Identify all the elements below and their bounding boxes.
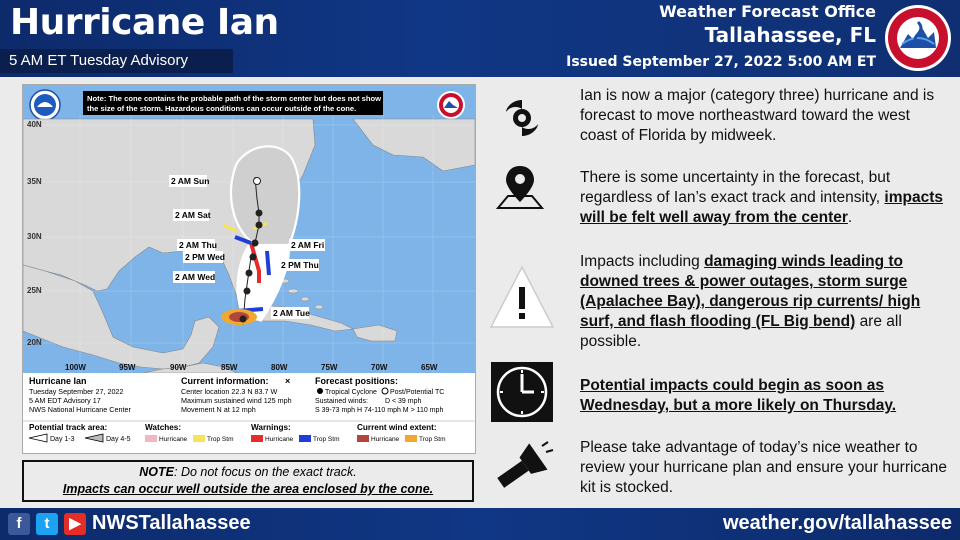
post-tc-icon <box>382 388 388 394</box>
legend-warnings: Warnings: <box>251 423 291 432</box>
legend-current-wind: Maximum sustained wind 125 mph <box>181 396 292 405</box>
map-note-line1: Note: The cone contains the probable path of the storm center but does not show <box>87 94 382 103</box>
label-2am-sun: 2 AM Sun <box>171 176 210 186</box>
legend-info-source: NWS National Hurricane Center <box>29 405 131 414</box>
svg-text:90W: 90W <box>170 363 187 372</box>
warning-hurricane-label: Hurricane <box>265 436 294 443</box>
legend-forecast-tc: Tropical Cyclone <box>325 389 377 396</box>
label-2am-thu: 2 AM Thu <box>179 240 217 250</box>
svg-text:75W: 75W <box>321 363 338 372</box>
label-2am-sat: 2 AM Sat <box>175 210 211 220</box>
advisory-label: 5 AM ET Tuesday Advisory <box>0 49 233 73</box>
legend-day13: Day 1-3 <box>50 436 75 443</box>
watch-hurricane-label: Hurricane <box>159 436 188 443</box>
header-banner <box>0 0 960 77</box>
legend-current-location: Center location 22.3 N 83.7 W <box>181 387 278 396</box>
svg-text:35N: 35N <box>27 177 42 186</box>
tropical-cyclone-icon <box>317 388 323 394</box>
legend-current-title: Current information: <box>181 376 269 386</box>
svg-text:65W: 65W <box>421 363 438 372</box>
label-2am-tue: 2 AM Tue <box>273 308 310 318</box>
impact-paragraph-3: Impacts including damaging winds leading to downed trees & power outages, storm surge (Apalachee Bay), dangerous rip currents/ high surf, and flash flooding (FL Big bend) are all possible. <box>580 253 921 350</box>
legend-forecast-title: Forecast positions: <box>315 376 399 386</box>
label-2am-wed: 2 AM Wed <box>175 272 216 282</box>
cone-day45 <box>231 146 299 245</box>
svg-text:85W: 85W <box>221 363 238 372</box>
nws-logo-icon <box>884 4 952 72</box>
office-name: Weather Forecast Office <box>659 2 876 21</box>
social-handle[interactable]: NWSTallahassee <box>92 512 251 534</box>
svg-text:40N: 40N <box>27 120 42 129</box>
website-link[interactable]: weather.gov/tallahassee <box>722 512 952 534</box>
svg-text:20N: 20N <box>27 338 42 347</box>
facebook-icon[interactable]: f <box>8 513 30 535</box>
legend-wind-scale-2: S 39-73 mph H 74-110 mph M > 110 mph <box>315 407 444 414</box>
legend-current-movement: Movement N at 12 mph <box>181 405 256 414</box>
label-2pm-thu: 2 PM Thu <box>281 260 319 270</box>
label-2pm-wed: 2 PM Wed <box>185 252 225 262</box>
legend-info-advisory: 5 AM EDT Advisory 17 <box>29 396 101 405</box>
legend-wind-extent: Current wind extent: <box>357 423 437 432</box>
hurricane-icon <box>490 88 554 148</box>
flashlight-icon <box>490 440 554 496</box>
svg-text:70W: 70W <box>371 363 388 372</box>
impact-paragraph-1: Ian is now a major (category three) hurricane and is forecast to move northeastward toward the west coast of Florida by midweek. <box>580 87 935 144</box>
clock-icon <box>490 360 554 424</box>
legend-day45: Day 4-5 <box>106 436 131 443</box>
legend-wind-scale-1: D < 39 mph <box>385 398 422 405</box>
trop-storm-warning-east <box>267 251 269 275</box>
warning-icon <box>490 265 554 331</box>
impact-paragraph-4: Potential impacts could begin as soon as Wednesday, but a more likely on Thursday. <box>580 377 897 414</box>
watch-tropstm-label: Trop Stm <box>207 436 234 443</box>
legend-forecast-ptc: Post/Potential TC <box>390 389 445 396</box>
youtube-icon[interactable]: ▶ <box>64 513 86 535</box>
impact-paragraph-2: There is some uncertainty in the forecast, but regardless of Ian’s exact track and intensity, impacts will be felt well away from the center. <box>580 169 944 226</box>
extent-tropstm-label: Trop Stm <box>419 436 446 443</box>
cone-graphic <box>23 85 475 453</box>
issued-date: Issued September 27, 2022 5:00 AM ET <box>566 54 876 70</box>
svg-text:95W: 95W <box>119 363 136 372</box>
current-position-icon: × <box>285 376 291 386</box>
map-note-line2: the size of the storm. Hazardous conditions can occur outside of the cone. <box>87 104 357 113</box>
note-line1: NOTE: Do not focus on the exact track. <box>139 465 357 479</box>
footer-banner <box>0 508 960 540</box>
svg-text:30N: 30N <box>27 232 42 241</box>
map-pin-icon <box>490 162 554 212</box>
extent-hurricane-label: Hurricane <box>371 436 400 443</box>
svg-text:100W: 100W <box>65 363 86 372</box>
forecast-cone-map <box>22 84 476 454</box>
office-location: Tallahassee, FL <box>704 23 876 47</box>
track-note-box <box>22 460 474 502</box>
svg-text:80W: 80W <box>271 363 288 372</box>
label-2am-fri: 2 AM Fri <box>291 240 325 250</box>
note-line2: Impacts can occur well outside the area enclosed by the cone. <box>62 482 434 496</box>
twitter-icon[interactable]: t <box>36 513 58 535</box>
warning-tropstm-label: Trop Stm <box>313 436 340 443</box>
office-block <box>566 2 876 73</box>
svg-text:25N: 25N <box>27 286 42 295</box>
page-title: Hurricane Ian <box>10 2 279 43</box>
nws-small-logo-icon <box>437 91 465 119</box>
legend-watches: Watches: <box>145 423 182 432</box>
legend-storm-name: Hurricane Ian <box>29 376 87 386</box>
legend-info-date: Tuesday September 27, 2022 <box>29 387 124 396</box>
legend-sustained-winds: Sustained winds: <box>315 398 368 405</box>
legend-track-area: Potential track area: <box>29 423 108 432</box>
noaa-logo-icon <box>30 90 60 120</box>
impact-paragraph-5: Please take advantage of today’s nice weather to review your hurricane plan and ensure your hurricane kit is stocked. <box>580 439 948 496</box>
